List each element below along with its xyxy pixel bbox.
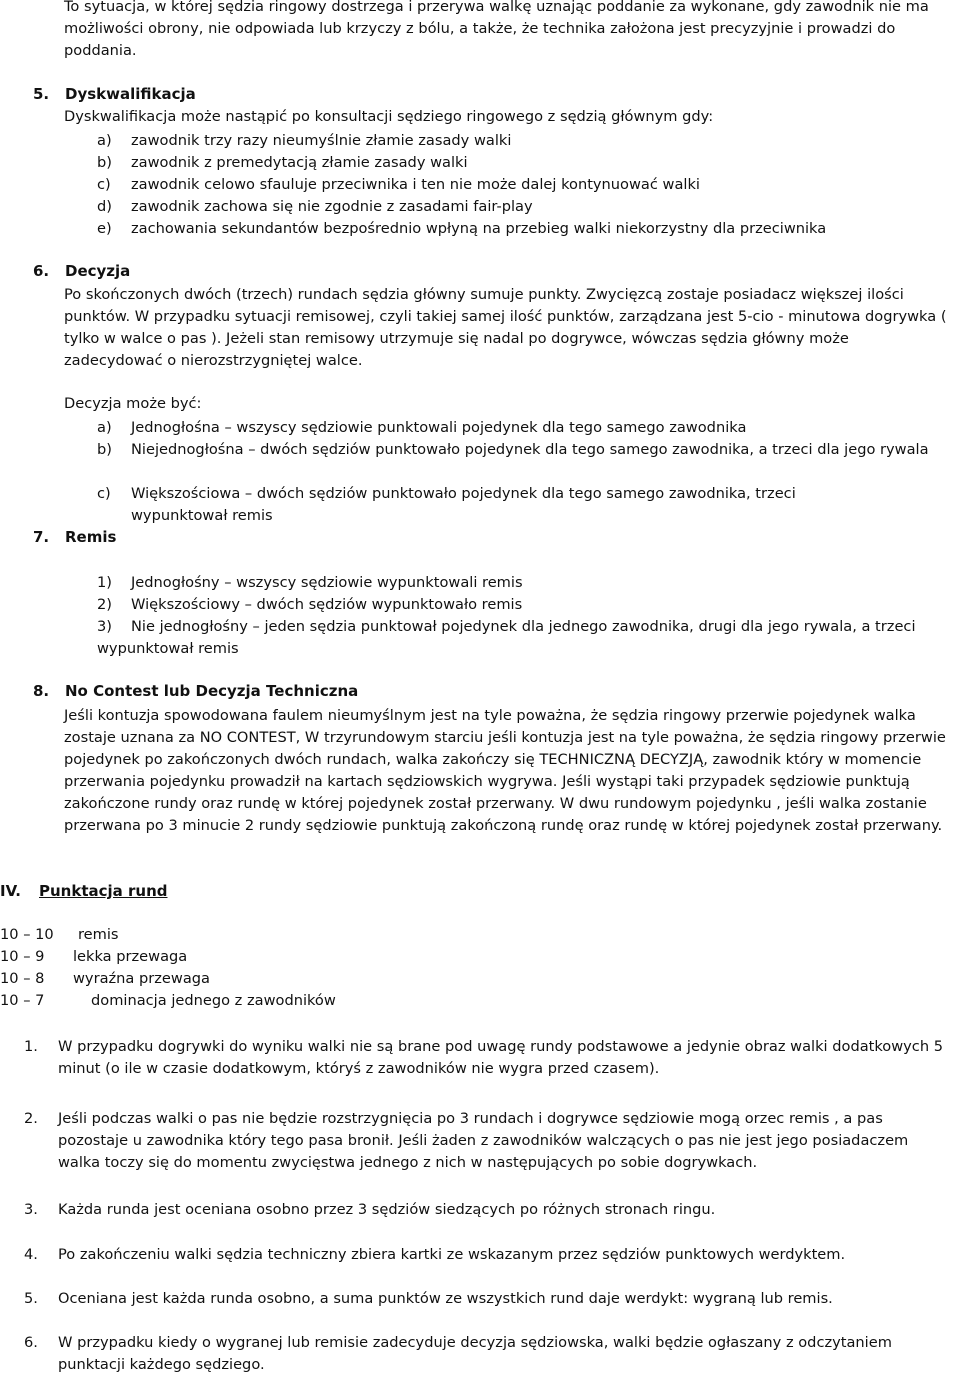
section-8-title: No Contest lub Decyzja Techniczna: [65, 682, 359, 700]
score-row-10-7: 10 – 7 dominacja jednego z zawodników: [0, 992, 336, 1009]
section-7-number: 7.: [33, 528, 50, 546]
section-7-item-1: 1) Jednogłośny – wszyscy sędziowie wypunktowali remis: [97, 574, 523, 591]
section-5-lead: Dyskwalifikacja może nastąpić po konsultacji sędziego ringowego z sędzią głównym gdy:: [64, 108, 714, 125]
section-5-item-b: b) zawodnik z premedytacją złamie zasady walki: [97, 154, 468, 171]
section-6-item-c: c) Większościowa – dwóch sędziów punktowało pojedynek dla tego samego zawodnika, trzeci wypunktował remis: [97, 485, 796, 524]
section-6-title: Decyzja: [65, 262, 131, 280]
score-row-10-9: 10 – 9 lekka przewaga: [0, 948, 188, 965]
section-6-can-be: Decyzja może być:: [64, 395, 202, 412]
section-5-item-d: d) zawodnik zachowa się nie zgodnie z zasadami fair-play: [97, 198, 533, 215]
section-8-number: 8.: [33, 682, 50, 700]
section-5-item-a: a) zawodnik trzy razy nieumyślnie złamie zasady walki: [97, 132, 512, 149]
section-6-item-a: a) Jednogłośna – wszyscy sędziowie punktowali pojedynek dla tego samego zawodnika: [97, 419, 747, 436]
section-5-item-e: e) zachowania sekundantów bezpośrednio wpłyną na przebieg walki niekorzystny dla przeciwnika: [97, 220, 827, 237]
section-7-title: Remis: [65, 528, 117, 546]
score-row-10-10: 10 – 10 remis: [0, 926, 119, 943]
section-5-number: 5.: [33, 85, 50, 103]
document-page: To sytuacja, w której sędzia ringowy dostrzega i przerywa walkę uznając poddanie za wykonane, gdy zawodnik nie ma możliwości obrony, nie odpowiada lub krzyczy z bólu, a także, że technika założona jest precyzyjnie i prowadzi do poddania. 5. Dyskwalifikacja Dyskwalifikacja może nastąpić po konsultacji sędziego ringowego z sędzią głównym gdy: a) zawodnik trzy razy nieumyślnie złamie zasady walki b) zawodnik z premedytacją złamie zasady walki c) zawodnik celowo sfauluje przeciwnika i ten nie może dalej kontynuować walki d) zawodnik zachowa się nie zgodnie z zasadami fair-play e) zachowania sekundantów bezpośrednio wpłyną na przebieg walki niekorzystny dla przeciwnika 6. Decyzja Po skończonych dwóch (trzech) rundach sędzia główny sumuje punkty. Zwycięzcą zostaje posiadacz większej ilości punktów. W przypadku sytuacji remisowej, czyli takiej samej ilość punktów, zarządzana jest 5-cio - minutowa dogrywka ( tylko w walce o pas ). Jeżeli stan remisowy utrzymuje się nadal po dogrywce, wówczas sędzia główny może zadecydować o nierozstrzygniętej walce. Decyzja może być: a) Jednogłośna – wszyscy sędziowie punktowali pojedynek dla tego samego zawodnika b) Niejednogłośna – dwóch sędziów punktowało pojedynek dla tego samego zawodnika, a trzeci dla jego rywala c) Większościowa – dwóch sędziów punktowało pojedynek dla tego samego zawodnika, trzeci wypunktował remis 7. Remis 1) Jednogłośny – wszyscy sędziowie wypunktowali remis 2) Większościowy – dwóch sędziów wypunktowało remis 3) Nie jednogłośny – jeden sędzia punktował pojedynek dla jednego zawodnika, drugi dla jego rywala, a trzeci wypunktował remis 8. No Contest lub Decyzja Techniczna Jeśli kontuzja spowodowana faulem nieumyślnym jest na tyle poważna, że sędzia ringowy przerwie pojedynek walka zostaje uznana za NO CONTEST, W trzyrundowym starciu jeśli kontuzja jest na tyle poważna, że sędzia ringowy przerwie pojedynek po zakończonych dwóch rundach, walka zakończy się TECHNICZNĄ DECYZJĄ, zawodnik który w momencie przerwania pojedynku prowadził na kartach sędziowskich wygrywa. Jeśli wystąpi taki przypadek sędziowie punktują zakończone rundy oraz rundę w której pojedynek został przerwany. W dwu rundowym pojedynku , jeśli walka zostanie przerwana po 3 minucie 2 rundy sędziowie punktują zakończoną rundę oraz rundę w której pojedynek został przerwany. IV. Punktacja rund 10 – 10 remis 10 – 9 lekka przewaga 10 – 8 wyraźna przewaga 10 – 7 dominacja jednego z zawodników 1. W przypadku dogrywki do wyniku walki nie są brane pod uwagę rundy podstawowe a jedynie obraz walki dodatkowych 5 minut (o ile w czasie dodatkowym, któryś z zawodników nie wygra przed czasem). 2. Jeśli podczas walki o pas nie będzie rozstrzygnięcia po 3 rundach i dogrywce sędziowie mogą orzec remis , a pas pozostaje u zawodnika który tego pasa bronił. Jeśli żaden z zawodników walczących o pas nie jest jego posiadaczem walka toczy się do momentu zwycięstwa jednego z nich w następujących po sobie dogrywkach. 3. Każda runda jest oceniana osobno przez 3 sędziów siedzących po różnych stronach ringu. 4. Po zakończeniu walki sędzia techniczny zbiera kartki ze wskazanym przez sędziów punktowych werdyktem. 5. Oceniana jest każda runda osobno, a suma punktów ze wszystkich rund daje werdykt: wygraną lub remis. 6. W przypadku kiedy o wygranej lub remisie zadecyduje decyzja sędziowska, walki będzie ogłaszany z odczytaniem punktacji każdego sędziego.: [0, 0, 960, 1375]
section-7-item-3: 3) Nie jednogłośny – jeden sędzia punktował pojedynek dla jednego zawodnika, drugi dla jego rywala, a trzeci wypunktował remis: [97, 618, 916, 657]
intro-paragraph: To sytuacja, w której sędzia ringowy dostrzega i przerywa walkę uznając poddanie za wykonane, gdy zawodnik nie ma możliwości obrony, nie odpowiada lub krzyczy z bólu, a także, że technika założona jest precyzyjnie i prowadzi do poddania.: [64, 0, 929, 59]
section-6-number: 6.: [33, 262, 50, 280]
score-row-10-8: 10 – 8 wyraźna przewaga: [0, 970, 210, 987]
section-8-body: Jeśli kontuzja spowodowana faulem nieumyślnym jest na tyle poważna, że sędzia ringowy przerwie pojedynek walka zostaje uznana za NO CONTEST, W trzyrundowym starciu jeśli kontuzja jest na tyle poważna, że sędzia ringowy przerwie pojedynek po zakończonych dwóch rundach, walka zakończy się TECHNICZNĄ DECYZJĄ, zawodnik który w momencie przerwania pojedynku prowadził na kartach sędziowskich wygrywa. Jeśli wystąpi taki przypadek sędziowie punktują zakończone rundy oraz rundę w której pojedynek został przerwany. W dwu rundowym pojedynku , jeśli walka zostanie przerwana po 3 minucie 2 rundy sędziowie punktują zakończoną rundę oraz rundę w której pojedynek został przerwany.: [64, 707, 946, 834]
section-iv-title: Punktacja rund: [39, 882, 168, 900]
section-6-item-b: b) Niejednogłośna – dwóch sędziów punktowało pojedynek dla tego samego zawodnika, a trzeci dla jego rywala: [97, 441, 929, 458]
section-5-title: Dyskwalifikacja: [65, 85, 196, 103]
section-iv-number: IV.: [0, 882, 21, 900]
section-6-body: Po skończonych dwóch (trzech) rundach sędzia główny sumuje punkty. Zwycięzcą zostaje posiadacz większej ilości punktów. W przypadku sytuacji remisowej, czyli takiej samej ilość punktów, zarządzana jest 5-cio - minutowa dogrywka ( tylko w walce o pas ). Jeżeli stan remisowy utrzymuje się nadal po dogrywce, wówczas sędzia główny może zadecydować o nierozstrzygniętej walce.: [64, 286, 947, 369]
section-5-item-c: c) zawodnik celowo sfauluje przeciwnika i ten nie może dalej kontynuować walki: [97, 176, 700, 193]
section-7-item-2: 2) Większościowy – dwóch sędziów wypunktowało remis: [97, 596, 523, 613]
